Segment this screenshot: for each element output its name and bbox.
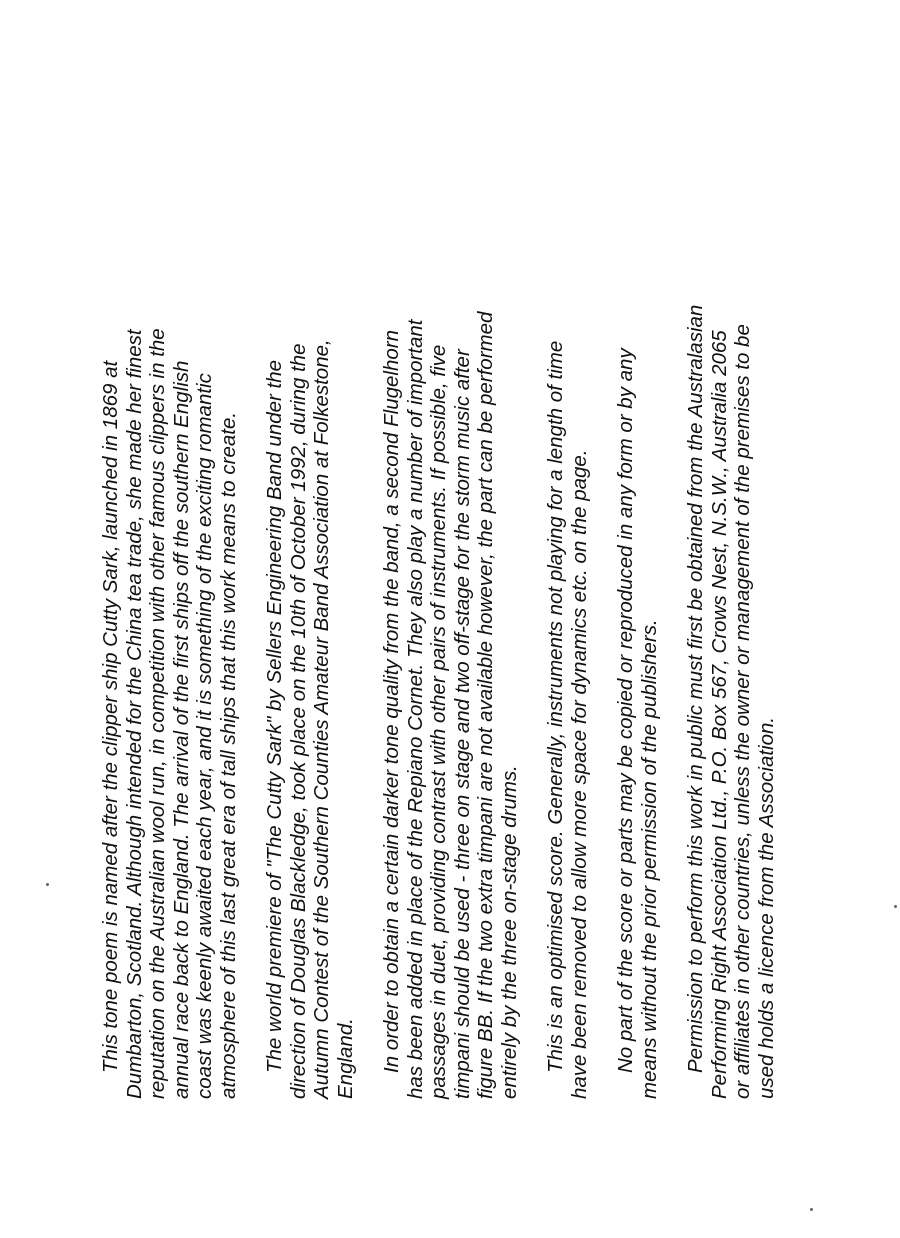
text-line: have been removed to allow more space for dynamics etc. on the page. xyxy=(567,449,591,1099)
scan-speck xyxy=(810,1208,813,1211)
paragraph-optimised-score xyxy=(544,139,591,1099)
text-line: means without the prior permission of the publishers. xyxy=(637,619,661,1099)
paragraph-premiere xyxy=(263,139,357,1099)
scan-speck xyxy=(46,883,49,886)
text-line: used holds a licence from the Association. xyxy=(754,716,778,1099)
text-line: timpani should be used - three on stage and two off-stage for the storm music after xyxy=(450,349,474,1099)
text-line: In order to obtain a certain darker tone quality from the band, a second Flugelhorn xyxy=(380,329,403,1073)
text-line: direction of Douglas Blackledge, took place on the 10th of October 1992, during the xyxy=(286,343,310,1099)
text-line: Permission to perform this work in public must first be obtained from the Australasian xyxy=(684,304,707,1073)
text-line: annual race back to England. The arrival of the first ships off the southern English xyxy=(169,360,193,1099)
text-line: England. xyxy=(333,1018,357,1099)
paragraph-copyright xyxy=(614,139,661,1099)
rotated-text-block xyxy=(99,139,801,1099)
text-line: Performing Right Association Ltd., P.O. Box 567, Crows Nest, N.S.W., Australia 2065 xyxy=(707,330,731,1099)
text-line: Dumbarton, Scotland. Although intended for the China tea trade, she made her finest xyxy=(122,329,146,1099)
text-line: This tone poem is named after the clipper ship Cutty Sark, launched in 1869 at xyxy=(99,360,122,1073)
text-line: entirely by the three on-stage drums. xyxy=(497,765,521,1099)
text-line: or affiliates in other countries, unless the owner or management of the premises to be xyxy=(731,324,754,1099)
text-line: atmosphere of this last great era of tall ships that this work means to create. xyxy=(216,411,240,1099)
paragraph-history xyxy=(99,139,240,1099)
paragraph-performing-rights xyxy=(684,139,778,1099)
text-line: This is an optimised score. Generally, instruments not playing for a length of time xyxy=(544,340,567,1073)
text-line: The world premiere of "The Cutty Sark" by Sellers Engineering Band under the xyxy=(263,359,286,1073)
text-line: Autumn Contest of the Southern Counties Amateur Band Association at Folkestone, xyxy=(310,339,333,1099)
text-line: reputation on the Australian wool run, in competition with other famous clippers in the xyxy=(146,328,169,1099)
scan-speck xyxy=(894,905,897,908)
text-line: No part of the score or parts may be copied or reproduced in any form or by any xyxy=(614,348,637,1073)
paragraph-instrumentation xyxy=(380,139,521,1099)
text-line: has been added in place of the Repiano Cornet. They also play a number of important xyxy=(403,319,427,1099)
text-line: figure BB. If the two extra timpani are not available however, the part can be performed xyxy=(474,311,497,1099)
text-line: passages in duet, providing contrast with other pairs of instruments. If possible, five xyxy=(427,344,450,1099)
text-line: coast was keenly awaited each year, and it is something of the exciting romantic xyxy=(193,373,216,1099)
